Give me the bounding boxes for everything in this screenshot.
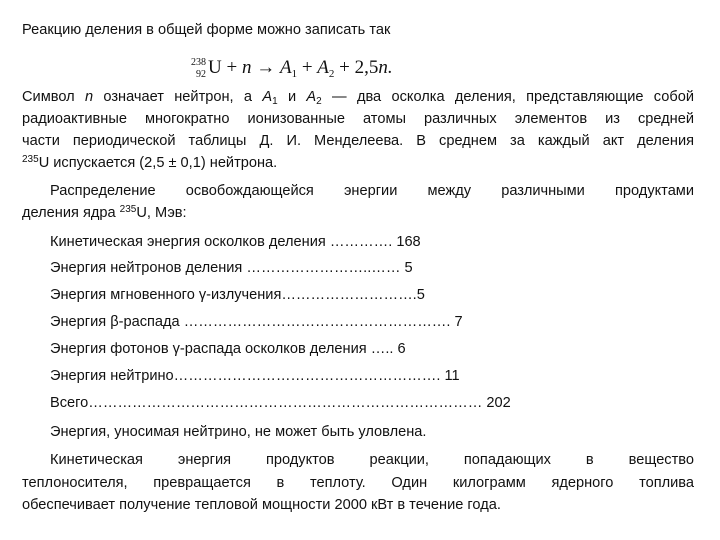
para3-line3: обеспечивает получение тепловой мощности 2000 кВт в течение года. (22, 497, 501, 513)
energy-item-neutrons: Энергия нейтронов деления ……………………..…… 5 (50, 260, 413, 276)
para1-line4: $^{235}$U испускается (2,5 ± 0,1) нейтрона. (22, 154, 278, 171)
energy-item-gamma-decay: Энергия фотонов γ-распада осколков деления ….. 6 (50, 341, 406, 357)
energy-item-prompt-gamma: Энергия мгновенного γ-излучения……………………….5 (50, 287, 425, 303)
neutron-symbol-end: n. (378, 57, 393, 78)
para1-line1: Символ n означает нейтрон, а $A_1$ и $A_2$ — два осколка деления, представляющие собой (22, 89, 694, 107)
energy-item-beta: Энергия β-распада ………………………………………………. 7 (50, 314, 463, 330)
uranium-isotope-label (190, 56, 206, 82)
para3-line1: Кинетическая энергия продуктов реакции, попадающих в вещество (50, 452, 694, 468)
neutrino-note: Энергия, уносимая нейтрино, не может быть уловлена. (50, 424, 427, 440)
plus-sign: + (301, 57, 313, 78)
element-symbol: U (208, 57, 222, 78)
neutron-symbol: n (241, 57, 252, 78)
plus-sign: + (226, 57, 238, 78)
isotope-mass-number: 238 (191, 56, 206, 68)
para2-line1: Распределение освобождающейся энергии между различными продуктами (50, 183, 694, 199)
intro-text: Реакцию деления в общей форме можно записать так (22, 22, 391, 38)
reaction-arrow: → (256, 57, 276, 78)
plus-sign: + (339, 57, 350, 78)
fragment-2-index: 2 (328, 68, 335, 80)
fission-equation (190, 55, 393, 87)
fragment-1-index: 1 (291, 68, 298, 80)
para1-line2: радиоактивные многократно ионизованные атомы различных элементов из средней (22, 111, 694, 127)
neutron-coefficient: 2,5 (354, 57, 379, 78)
energy-item-total: Всего……………………………………………………………………… 202 (50, 395, 511, 411)
energy-item-fragments: Кинетическая энергия осколков деления …………. 168 (50, 234, 421, 250)
fragment-1-symbol: A (279, 57, 292, 78)
para2-line2: деления ядра $^{235}$U, Мэв: (22, 204, 187, 221)
isotope-atomic-number: 92 (196, 68, 206, 80)
fragment-2-symbol: A (317, 57, 329, 78)
para1-line3: части периодической таблицы Д. И. Менделеева. В среднем за каждый акт деления (22, 133, 694, 149)
para3-line2: теплоносителя, превращается в теплоту. Один килограмм ядерного топлива (22, 475, 694, 491)
energy-item-neutrino: Энергия нейтрино………………………………………………. 11 (50, 368, 460, 384)
